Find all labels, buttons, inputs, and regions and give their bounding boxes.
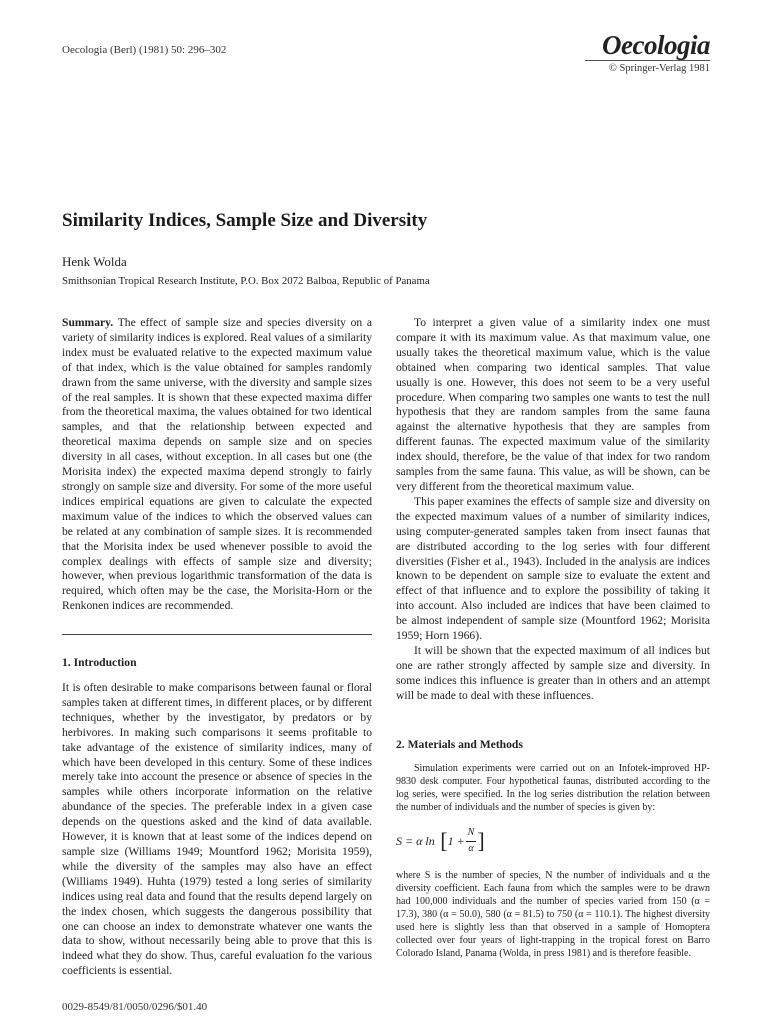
right-column <box>396 316 710 960</box>
log-series-formula: S = α ln [ 1 + $\frac{N}{\alpha}$ ] <box>396 826 710 857</box>
intro-paragraph-4: It will be shown that the expected maximum of all indices but one are rather strongly affected by sample size and diversity. In some indices this influence is greater than in others and an attempt will be made to deal with these influences. <box>396 643 710 702</box>
formula-lhs: S = α ln <box>396 834 435 849</box>
methods-paragraph-1: Simulation experiments were carried out on an Infotek-improved HP-9830 desk computer. Four hypothetical faunas, distributed according to the log series, were specified. In the log series distribution the relation between the number of individuals and the number of species is given by: <box>396 763 710 814</box>
formula-fraction: $\frac{N}{\alpha}$ <box>467 827 475 855</box>
article-title: Similarity Indices, Sample Size and Diversity <box>62 210 428 231</box>
author-affiliation: Smithsonian Tropical Research Institute, P.O. Box 2072 Balboa, Republic of Panama <box>62 275 430 287</box>
summary-divider <box>62 634 372 635</box>
header-rule <box>585 60 710 61</box>
summary-label: Summary. <box>62 316 114 329</box>
journal-logo: Oecologia <box>602 30 710 60</box>
issn-footer: 0029-8549/81/0050/0296/$01.40 <box>62 1001 208 1013</box>
summary-text: The effect of sample size and species diversity on a variety of similarity indices is explored. Real values of a similarity index must be evaluated relative to the expected maximum value of that index, which is the value obtained for samples randomly drawn from the same universe, with the diversity and sample sizes of the real samples. It is shown that these expected maxima differ from the theoretical maxima, the values obtained for two identical samples, and that the relationship between expected and theoretical maxima depends on sample size and on species diversity in all cases, without exception. In all cases but one (the Morisita index) the expected maxima depend strongly to fairly strongly on sample size and diversity. For some of the more useful indices empirical equations are given to calculate the expected maximum value of the indices to which the observed values can be related at any combination of sample sizes. It is recommended that the Morisita index be used whenever possible to avoid the complex dealings with effects of sample size and diversity; however, when previous logarithmic transformation of the data is required, which often may be the case, the Morisita-Horn or the Renkonen indices are recommended. <box>62 316 372 613</box>
journal-reference: Oecologia (Berl) (1981) 50: 296–302 <box>62 44 227 56</box>
author-name: Henk Wolda <box>62 254 127 269</box>
summary-paragraph <box>62 316 372 614</box>
intro-paragraph-3: This paper examines the effects of sample size and diversity on the expected maximum values of a number of similarity indices, using computer-generated samples taken from insect faunas that are distributed according to the log series with four different diversities (Fisher et al., 1943). Included in the analysis are indices known to be dependent on sample size to evaluate the extent and effect of that influence and to explore the possibility of taking it into account. Also included are indices that have been claimed to be almost independent of sample size (Mountford 1962; Morisita 1959; Horn 1966). <box>396 494 710 643</box>
introduction-heading: 1. Introduction <box>62 656 137 670</box>
copyright-notice: © Springer-Verlag 1981 <box>608 63 710 74</box>
left-column <box>62 316 372 979</box>
methods-heading: 2. Materials and Methods <box>396 737 523 751</box>
introduction-paragraph: It is often desirable to make comparisons between faunal or floral samples taken at different times, in different places, or by different techniques, whether by the investigator, by predators or by herbivores. In making such comparisons it seems profitable to take advantage of the existence of similarity indices, many of which have been developed in this century. Some of these indices merely take into account the presence or absence of species in the samples while others incorporate information on the relative abundance of the species. The preferable index in a given case depends on the questions asked and the kind of data available. However, it is known that at least some of the indices depend on sample size (Williams 1949; Mountford 1962; Morisita 1959), while the diversity of the samples may also have an effect (Williams 1949). Huhta (1979) tested a long series of similarity indices using real data and found that the results depend largely on the index chosen, which suggests the dangerous possibility that one can choose an index to demonstrate whatever one wants the data to show, without necessarily being able to prove that this is indeed what they do show. Thus, careful evaluation fo the various coefficients is essential. <box>62 681 372 978</box>
methods-paragraph-2: where S is the number of species, N the number of individuals and α the diversity coefficient. Each fauna from which the samples were to be drawn had 100,000 individuals and the number of species varied from 150 (α = 17.3), 380 (α = 50.0), 580 (α = 81.5) to 750 (α = 110.1). The highest diversity used here is slightly less than that observed in a sample of Homoptera collected over four years of light-trapping in the tropical forest on Barro Colorado Island, Panama (Wolda, in press 1981) and is therefore feasible. <box>396 870 710 960</box>
intro-paragraph-2: To interpret a given value of a similarity index one must compare it with its maximum value. As that maximum value, one usually takes the theoretical maximum value, which is the value obtained when comparing two identical samples. That value usually is one. However, this does not seem to be a very useful procedure. When comparing two samples one wants to test the null hypothesis that they are random samples from the same fauna against the alternative hypothesis that they are samples from different faunas. The expected maximum value of the similarity index should, therefore, be the value of that index for two random samples from the same fauna. This value, as will be shown, can be very different from the theoretical maximum value. <box>396 316 710 493</box>
formula-one: 1 + <box>447 834 465 849</box>
